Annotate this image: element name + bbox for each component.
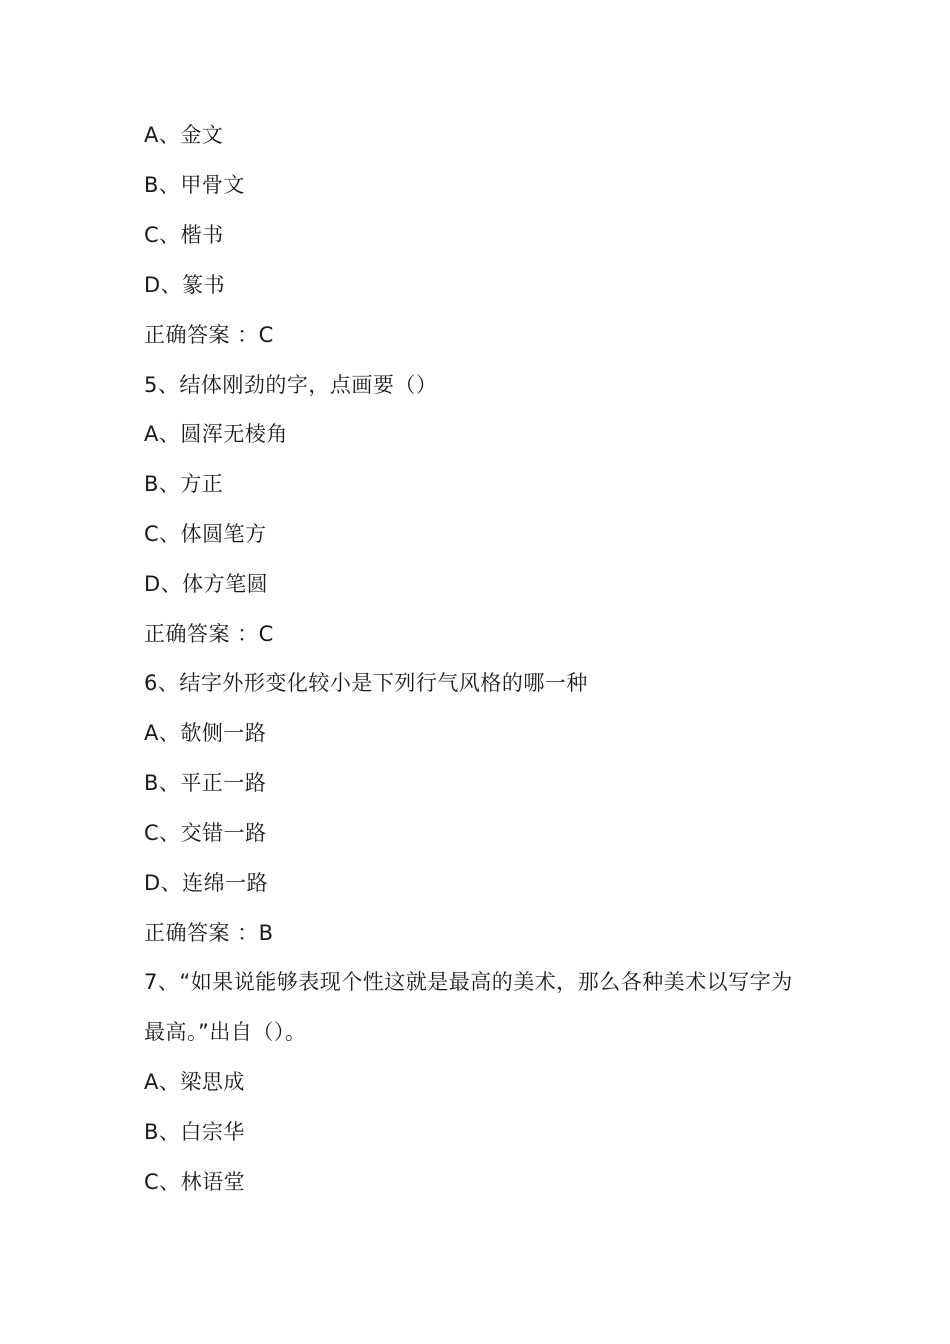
option-c: C、体圆笔方 bbox=[144, 522, 267, 546]
option-c: C、林语堂 bbox=[144, 1170, 246, 1194]
question-5: 5、结体刚劲的字，点画要（） bbox=[144, 373, 438, 397]
correct-answer: 正确答案 ：C bbox=[144, 323, 274, 347]
option-d: D、篆书 bbox=[144, 273, 226, 297]
option-b: B、方正 bbox=[144, 472, 224, 496]
question-6: 6、结字外形变化较小是下列行气风格的哪一种 bbox=[144, 671, 588, 695]
option-c: C、楷书 bbox=[144, 223, 224, 247]
option-a: A、梁思成 bbox=[144, 1070, 245, 1094]
option-d: D、体方笔圆 bbox=[144, 572, 269, 596]
option-d: D、连绵一路 bbox=[144, 871, 269, 895]
option-a: A、金文 bbox=[144, 123, 224, 147]
option-a: A、圆浑无棱角 bbox=[144, 422, 288, 446]
option-b: B、平正一路 bbox=[144, 771, 267, 795]
correct-answer: 正确答案 ：B bbox=[144, 921, 274, 945]
question-7-continued: 最高。”出自（）。 bbox=[144, 1020, 307, 1044]
question-7: 7、“如果说能够表现个性这就是最高的美术，那么各种美术以写字为 bbox=[144, 970, 793, 994]
option-c: C、交错一路 bbox=[144, 821, 267, 845]
option-a: A、欹侧一路 bbox=[144, 721, 267, 745]
option-b: B、白宗华 bbox=[144, 1120, 245, 1144]
option-b: B、甲骨文 bbox=[144, 173, 245, 197]
correct-answer: 正确答案 ：C bbox=[144, 622, 274, 646]
